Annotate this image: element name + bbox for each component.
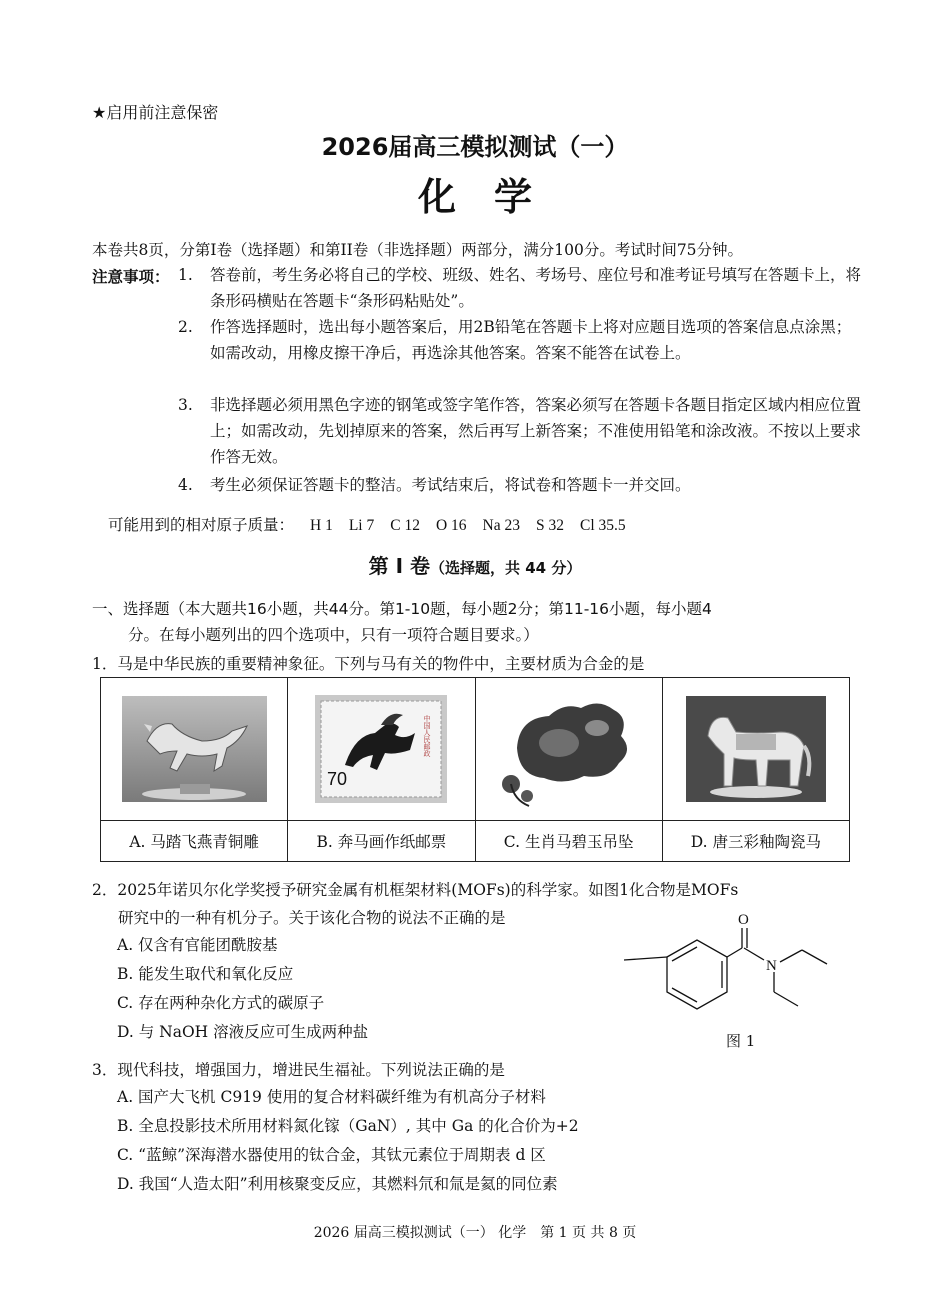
question-1-stem: 1．马是中华民族的重要精神象征。下列与马有关的物件中，主要材质为合金的是 bbox=[92, 655, 645, 673]
tang-horse-photo-icon bbox=[686, 696, 826, 802]
question-3-option-d: D. 我国“人造太阳”利用核聚变反应，其燃料氘和氚是氦的同位素 bbox=[117, 1175, 558, 1193]
note-text: 作答选择题时，选出每小题答案后，用2B铅笔在答题卡上将对应题目选项的答案信息点涂黑；如需改动，用橡皮擦干净后，再选涂其他答案。答案不能答在试卷上。 bbox=[210, 318, 852, 362]
atomic-mass-item: H 1 bbox=[310, 517, 333, 534]
note-item bbox=[178, 392, 866, 470]
question-2-option-a: A. 仅含有官能团酰胺基 bbox=[117, 936, 278, 954]
jade-pendant-photo-icon bbox=[489, 688, 649, 810]
note-number: 3. bbox=[178, 396, 193, 414]
question-2-option-b: B. 能发生取代和氧化反应 bbox=[117, 965, 294, 983]
note-number: 2. bbox=[178, 318, 193, 336]
subject-title: 化 学 bbox=[417, 175, 532, 219]
atomic-mass-item: Na 23 bbox=[482, 517, 520, 534]
question-3-option-c: C. “蓝鲸”深海潜水器使用的钛合金，其钛元素位于周期表 d 区 bbox=[117, 1146, 546, 1164]
atomic-mass-item: O 16 bbox=[435, 517, 467, 534]
option-c-image-cell bbox=[475, 678, 662, 821]
question-2-option-d: D. 与 NaOH 溶液反应可生成两种盐 bbox=[117, 1023, 369, 1041]
atomic-mass-item: Li 7 bbox=[348, 517, 375, 534]
note-item bbox=[178, 472, 866, 498]
section-instructions bbox=[92, 596, 867, 648]
exam-intro: 本卷共8页，分第I卷（选择题）和第II卷（非选择题）两部分，满分100分。考试时间75分钟。 bbox=[92, 241, 744, 259]
figure-caption: 图 1 bbox=[726, 1032, 756, 1050]
atomic-mass-item: C 12 bbox=[390, 517, 420, 534]
benzene-ring bbox=[667, 940, 727, 1009]
atomic-mass-label: 可能用到的相对原子质量： bbox=[108, 516, 295, 534]
part-title: 第 I 卷 bbox=[368, 554, 431, 578]
atomic-mass-item: S 32 bbox=[536, 517, 564, 534]
note-number: 1. bbox=[178, 266, 193, 284]
atomic-mass-line bbox=[108, 513, 626, 535]
note-text: 答卷前，考生务必将自己的学校、班级、姓名、考场号、座位号和准考证号填写在答题卡上，将条形码横贴在答题卡“条形码粘贴处”。 bbox=[210, 266, 862, 310]
note-text: 非选择题必须用黑色字迹的钢笔或签字笔作答，答案必须写在答题卡各题目指定区域内相应位置上；如需改动，先划掉原来的答案，然后再写上新答案；不准使用铅笔和涂改液。不按以上要求作答无效。 bbox=[210, 396, 862, 466]
option-b-image-cell bbox=[288, 678, 475, 821]
option-c-label: C. 生肖马碧玉吊坠 bbox=[475, 821, 662, 862]
section-line: 分。在每小题列出的四个选项中，只有一项符合题目要求。） bbox=[128, 626, 539, 644]
molecule-structure-diagram bbox=[612, 910, 842, 1032]
question-2-option-c: C. 存在两种杂化方式的碳原子 bbox=[117, 994, 325, 1012]
option-b-label: B. 奔马画作纸邮票 bbox=[288, 821, 475, 862]
notes-label: 注意事项： bbox=[92, 268, 170, 286]
question-2-line: 研究中的一种有机分子。关于该化合物的说法不正确的是 bbox=[118, 909, 506, 927]
question-1-options-table bbox=[100, 677, 850, 862]
atom-o-label: O bbox=[738, 912, 749, 928]
confidential-notice: ★启用前注意保密 bbox=[92, 103, 219, 122]
atomic-mass-item: Cl 35.5 bbox=[580, 517, 626, 534]
stamp-text: 中国人民邮政 bbox=[423, 715, 432, 757]
exam-title: 2026届高三模拟测试（一） bbox=[321, 133, 629, 161]
horse-stamp-photo-icon bbox=[315, 695, 447, 803]
question-2-line: 2．2025年诺贝尔化学奖授予研究金属有机框架材料(MOFs)的科学家。如图1化合物是MOFs bbox=[92, 881, 739, 899]
part-subtitle: （选择题，共 44 分） bbox=[430, 559, 582, 577]
option-d-image-cell bbox=[662, 678, 849, 821]
question-3-stem: 3．现代科技，增强国力，增进民生福祉。下列说法正确的是 bbox=[92, 1061, 505, 1079]
part-heading bbox=[0, 550, 950, 579]
note-item bbox=[178, 262, 866, 314]
section-line: 一、选择题（本大题共16小题，共44分。第1-10题，每小题2分；第11-16小题，每小题4 bbox=[92, 600, 712, 618]
note-item bbox=[178, 314, 866, 366]
option-a-image-cell bbox=[101, 678, 288, 821]
question-3-option-b: B. 全息投影技术所用材料氮化镓（GaN）, 其中 Ga 的化合价为+2 bbox=[117, 1117, 579, 1135]
bronze-horse-photo-icon bbox=[122, 696, 267, 802]
page-footer: 2026 届高三模拟测试（一） 化学 第 1 页 共 8 页 bbox=[313, 1225, 637, 1241]
option-d-label: D. 唐三彩釉陶瓷马 bbox=[662, 821, 849, 862]
question-3-option-a: A. 国产大飞机 C919 使用的复合材料碳纤维为有机高分子材料 bbox=[117, 1088, 546, 1106]
option-a-label: A. 马踏飞燕青铜雕 bbox=[101, 821, 288, 862]
note-number: 4. bbox=[178, 476, 193, 494]
stamp-value: 70 bbox=[327, 769, 348, 789]
atom-n-label: N bbox=[766, 958, 777, 974]
methyl-bond bbox=[624, 957, 667, 960]
note-text: 考生必须保证答题卡的整洁。考试结束后，将试卷和答题卡一并交回。 bbox=[210, 476, 691, 494]
